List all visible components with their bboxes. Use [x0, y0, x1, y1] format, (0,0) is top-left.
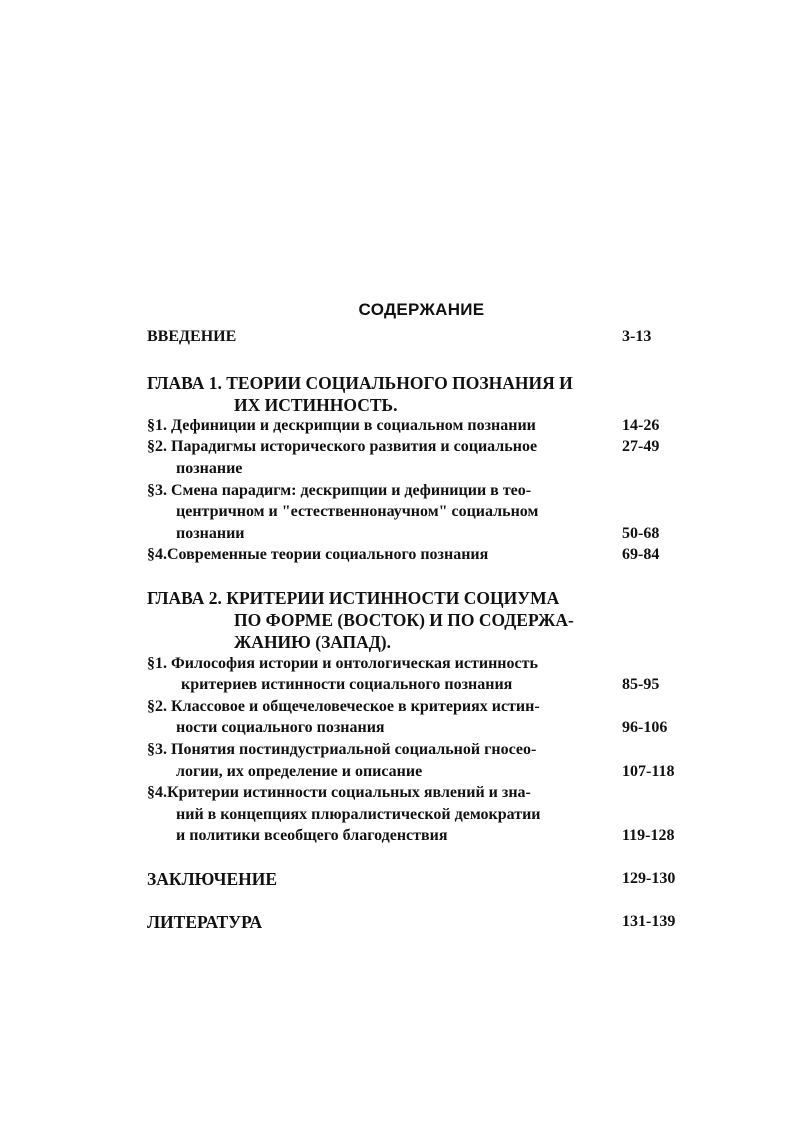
ch2-s3-line1: §3. Понятия постиндустриальной социальной гносео-: [147, 741, 537, 758]
conclusion-label: ЗАКЛЮЧЕНИЕ: [147, 869, 278, 889]
ch1-s4-pages: 69-84: [622, 546, 660, 563]
ch2-s4-pages: 119-128: [622, 827, 675, 844]
chapter2-heading-line2: ПО ФОРМЕ (ВОСТОК) И ПО СОДЕРЖА-: [234, 610, 574, 630]
chapter1-heading-line2: ИХ ИСТИННОСТЬ.: [234, 395, 398, 415]
chapter2-heading-line1: ГЛАВА 2. КРИТЕРИИ ИСТИННОСТИ СОЦИУМА: [147, 588, 560, 608]
ch2-s1-line2: критериев истинности социального познания: [181, 676, 513, 693]
ch1-s3-pages: 50-68: [622, 525, 660, 542]
page-title: СОДЕРЖАНИЕ: [358, 300, 485, 319]
ch2-s2-pages: 96-106: [622, 719, 668, 736]
intro-pages: 3-13: [622, 328, 652, 345]
ch1-s2-pages: 27-49: [622, 438, 660, 455]
ch2-s1-line1: §1. Философия истории и онтологическая истинность: [147, 655, 538, 672]
chapter2-heading-line3: ЖАНИЮ (ЗАПАД).: [234, 632, 392, 652]
ch1-s1-line1: §1. Дефиниции и дескрипции в социальном познании: [147, 417, 536, 434]
literature-label: ЛИТЕРАТУРА: [147, 912, 263, 932]
ch2-s4-line3: и политики всеобщего благоденствия: [176, 827, 448, 844]
literature-pages: 131-139: [622, 913, 676, 930]
conclusion-pages: 129-130: [622, 870, 676, 887]
ch2-s3-line2: логии, их определение и описание: [176, 763, 423, 780]
ch1-s1-pages: 14-26: [622, 417, 660, 434]
ch1-s4-line1: §4.Современные теории социального познания: [147, 546, 489, 563]
ch1-s2-line2: познание: [176, 460, 243, 477]
ch1-s3-line3: познании: [176, 525, 245, 542]
ch1-s2-line1: §2. Парадигмы исторического развития и социальное: [147, 438, 538, 455]
ch2-s1-pages: 85-95: [622, 676, 660, 693]
chapter1-heading-line1: ГЛАВА 1. ТЕОРИИ СОЦИАЛЬНОГО ПОЗНАНИЯ И: [147, 373, 573, 393]
ch2-s4-line1: §4.Критерии истинности социальных явлений и зна-: [147, 784, 531, 801]
ch1-s3-line1: §3. Смена парадигм: дескрипции и дефиниции в тео-: [147, 482, 532, 499]
ch2-s2-line1: §2. Классовое и общечеловеческое в критериях истин-: [147, 698, 540, 715]
ch2-s3-pages: 107-118: [622, 763, 675, 780]
intro-label: ВВЕДЕНИЕ: [147, 328, 237, 345]
ch1-s3-line2: центричном и "естественнонаучном" социальном: [176, 503, 539, 520]
ch2-s4-line2: ний в концепциях плюралистической демократии: [176, 806, 541, 823]
ch2-s2-line2: ности социального познания: [176, 719, 385, 736]
